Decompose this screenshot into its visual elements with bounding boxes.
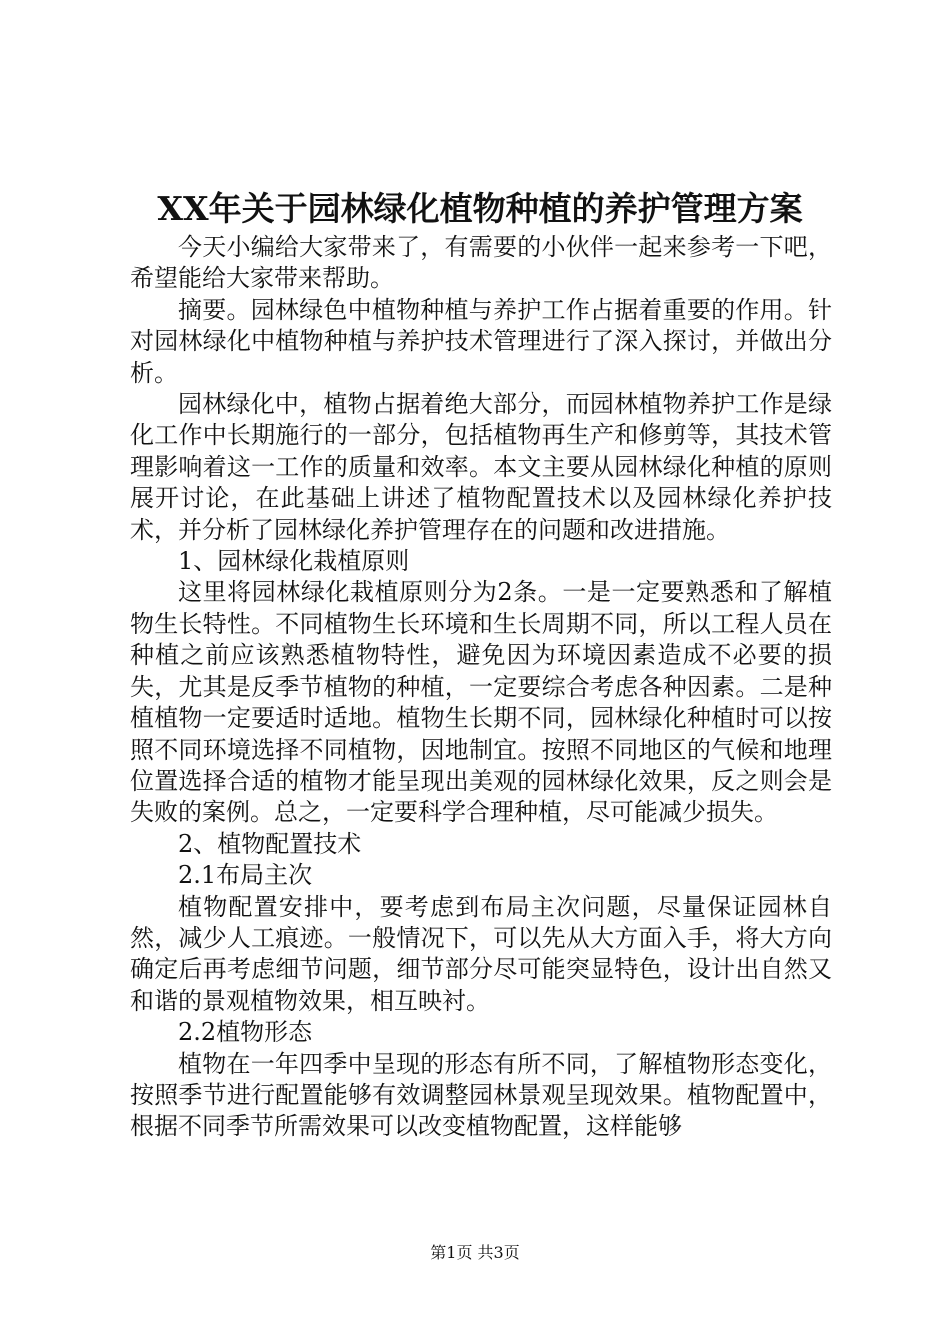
subsection-heading-2-1: 2.1布局主次 bbox=[178, 861, 313, 890]
section-heading-1: 1、园林绿化栽植原则 bbox=[178, 547, 410, 576]
paragraph-overview: 园林绿化中，植物占据着绝大部分，而园林植物养护工作是绿化工作中长期施行的一部分，包括植物再生产和修剪等，其技术管理影响着这一工作的质量和效率。本文主要从园林绿化种植的原则展开讨论，在此基础上讲述了植物配置技术以及园林绿化养护技术，并分析了园林绿化养护管理存在的问题和改进措施。 bbox=[130, 390, 832, 544]
paragraph-section-2-2: 植物在一年四季中呈现的形态有所不同，了解植物形态变化，按照季节进行配置能够有效调整园林景观呈现效果。植物配置中，根据不同季节所需效果可以改变植物配置，这样能够 bbox=[130, 1049, 832, 1141]
subsection-heading-2-2: 2.2植物形态 bbox=[178, 1018, 313, 1047]
paragraph-abstract: 摘要。园林绿色中植物种植与养护工作占据着重要的作用。针对园林绿化中植物种植与养护技术管理进行了深入探讨，并做出分析。 bbox=[130, 295, 832, 387]
page-number-footer: 第1页 共3页 bbox=[430, 1243, 520, 1262]
paragraph-intro: 今天小编给大家带来了，有需要的小伙伴一起来参考一下吧，希望能给大家带来帮助。 bbox=[130, 233, 832, 293]
paragraph-section-2-1: 植物配置安排中，要考虑到布局主次问题，尽量保证园林自然，减少人工痕迹。一般情况下，可以先从大方面入手，将大方向确定后再考虑细节问题，细节部分尽可能突显特色，设计出自然又和谐的景观植物效果，相互映衬。 bbox=[130, 892, 832, 1015]
paragraph-section-1: 这里将园林绿化栽植原则分为2条。一是一定要熟悉和了解植物生长特性。不同植物生长环境和生长周期不同，所以工程人员在种植之前应该熟悉植物特性，避免因为环境因素造成不必要的损失，尤其是反季节植物的种植，一定要综合考虑各种因素。二是种植植物一定要适时适地。植物生长期不同，园林绿化种植时可以按照不同环境选择不同植物，因地制宜。按照不同地区的气候和地理位置选择合适的植物才能呈现出美观的园林绿化效果，反之则会是失败的案例。总之，一定要科学合理种植，尽可能减少损失。 bbox=[130, 578, 832, 827]
document-title: XX年关于园林绿化植物种植的养护管理方案 bbox=[157, 189, 803, 228]
document-body bbox=[130, 232, 832, 1143]
section-heading-2: 2、植物配置技术 bbox=[178, 829, 362, 858]
